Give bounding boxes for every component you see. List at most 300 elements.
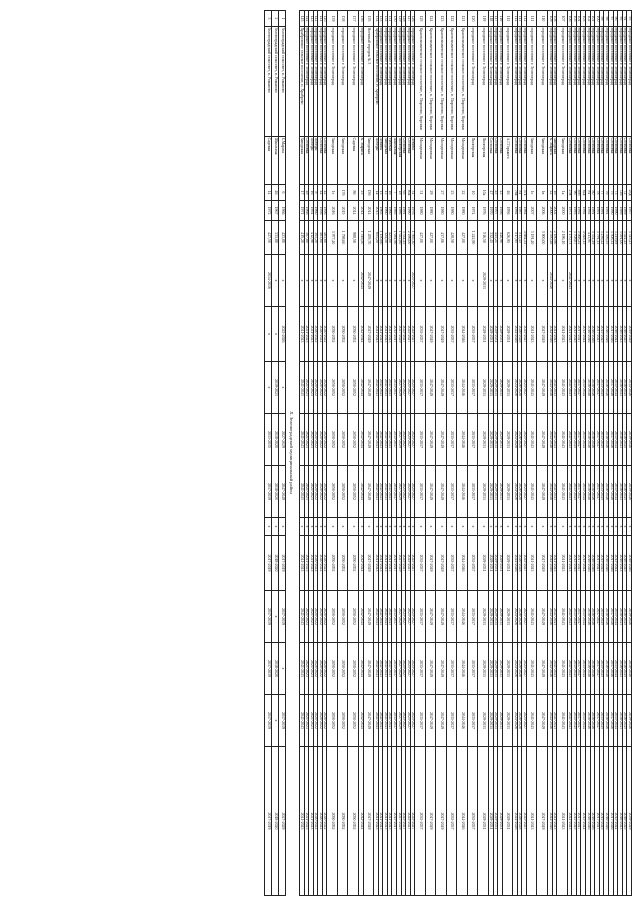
- table-cell: 2047-2049: [537, 466, 548, 518]
- table-cell: 1980: [457, 201, 468, 221]
- table-cell: 2041-2043: [299, 695, 304, 747]
- table-cell: 2016-2046: [604, 643, 609, 695]
- table-cell: 2025-2027: [410, 255, 415, 307]
- table-cell: 2016-2044: [613, 307, 618, 362]
- table-row: [374, 11, 379, 896]
- table-cell: х: [493, 518, 498, 536]
- table-cell: х: [613, 518, 618, 536]
- table-row: [576, 11, 581, 896]
- table-cell: 2025-2027: [401, 414, 406, 466]
- table-cell: 143: [309, 11, 314, 27]
- table-row: [436, 11, 447, 896]
- table-cell: 2041-2043: [527, 362, 538, 414]
- table-row: [493, 11, 498, 896]
- table-cell: 2041-2043: [378, 362, 383, 414]
- table-cell: 2020-2022: [318, 747, 323, 896]
- table-cell: 2020-2022: [322, 362, 327, 414]
- table-cell: х: [313, 255, 318, 307]
- table-cell: 2016-2046: [586, 643, 591, 695]
- table-row: [586, 11, 591, 896]
- table-cell: 2042-2044: [359, 536, 364, 591]
- table-cell: х: [548, 518, 553, 536]
- table-cell: х: [397, 518, 402, 536]
- table-cell: 2015-2044: [581, 747, 586, 896]
- table-cell: 10а: [478, 185, 489, 201]
- table-cell: х: [309, 255, 314, 307]
- table-cell: 1в: [537, 185, 548, 201]
- table-cell: 2015-2044: [613, 362, 618, 414]
- table-cell: 43: [498, 185, 503, 201]
- table-cell: 2025-2027: [522, 362, 527, 414]
- table-cell: х: [264, 362, 271, 414]
- table-cell: х: [576, 255, 581, 307]
- table-cell: 132: [383, 11, 388, 27]
- table-cell: 2018-2020: [271, 747, 278, 896]
- table-cell: 2017-2019: [264, 466, 271, 518]
- table-cell: 2042-2044: [359, 307, 364, 362]
- table-cell: 2041-2043: [299, 307, 304, 362]
- table-cell: 2014-2016: [264, 255, 271, 307]
- table-cell: х: [567, 518, 572, 536]
- table-cell: 2047-2049: [537, 536, 548, 591]
- table-cell: Сосновка: [609, 137, 614, 185]
- table-cell: 2029-2031: [493, 362, 498, 414]
- table-cell: 2041-2043: [378, 643, 383, 695]
- table-cell: Молодежная: [415, 137, 426, 185]
- table-cell: 77: [599, 185, 604, 201]
- table-cell: х: [586, 255, 591, 307]
- table-cell: х: [622, 518, 627, 536]
- table-cell: городское поселение г. Зеленоград: [581, 27, 586, 137]
- table-cell: Сосновка: [517, 137, 522, 185]
- table-cell: 2044-2046: [548, 255, 553, 307]
- table-cell: 1960: [313, 201, 318, 221]
- table-cell: 1 092,90: [392, 221, 397, 255]
- table-cell: городское поселение г. Зеленоград: [383, 27, 388, 137]
- table-cell: 2021-2023: [309, 747, 314, 896]
- table-cell: 73: [613, 185, 618, 201]
- table-cell: х: [446, 518, 457, 536]
- table-cell: х: [446, 255, 457, 307]
- table-cell: 124: [425, 11, 436, 27]
- table-cell: 2029-2031: [498, 747, 503, 896]
- table-cell: городское поселение г. Зеленоград: [478, 27, 489, 137]
- table-cell: 110: [537, 11, 548, 27]
- table-cell: городское поселение г. Зеленоград: [397, 27, 402, 137]
- table-cell: 3 024,45: [622, 221, 627, 255]
- table-row: [548, 11, 553, 896]
- table-cell: 2015-2044: [581, 591, 586, 643]
- table-cell: 2015-2044: [581, 466, 586, 518]
- table-cell: 1991: [599, 201, 604, 221]
- table-cell: 106: [567, 11, 572, 27]
- table-cell: 2015-2044: [581, 536, 586, 591]
- table-cell: 2015-2044: [613, 695, 618, 747]
- table-cell: 2042-2044: [359, 466, 364, 518]
- table-cell: 1972: [264, 201, 271, 221]
- table-cell: 75: [609, 185, 614, 201]
- table-cell: 463,60: [322, 221, 327, 255]
- table-cell: 114: [513, 11, 518, 27]
- table-cell: 2041-2043: [557, 643, 568, 695]
- table-cell: 1974: [467, 201, 478, 221]
- table-cell: 2047-2049: [425, 466, 436, 518]
- table-cell: 2017-2047: [576, 747, 581, 896]
- table-cell: 2042-2044: [359, 747, 364, 896]
- table-cell: 2044-2046: [548, 466, 553, 518]
- table-cell: 2041-2043: [383, 466, 388, 518]
- table-cell: 1991: [604, 201, 609, 221]
- table-cell: 2041-2043: [567, 466, 572, 518]
- table-cell: 134: [374, 11, 379, 27]
- table-cell: Рабочая: [387, 137, 392, 185]
- table-cell: 95: [618, 11, 623, 27]
- table-cell: х: [271, 307, 278, 362]
- table-cell: 1984: [522, 201, 527, 221]
- table-cell: 2020-2022: [313, 591, 318, 643]
- table-cell: 127: [406, 11, 411, 27]
- table-cell: 1а: [374, 185, 379, 201]
- table-cell: 2026-2028: [517, 536, 522, 591]
- table-cell: 2026-2028: [517, 643, 522, 695]
- table-cell: 2013: [374, 201, 379, 221]
- table-cell: 2016-2045: [622, 414, 627, 466]
- table-cell: городское поселение г. Зеленоград: [572, 27, 577, 137]
- table-cell: 2047-2049: [425, 591, 436, 643]
- table-cell: 2035-2037: [446, 747, 457, 896]
- table-cell: 2041-2043: [383, 643, 388, 695]
- table-cell: Сосновка: [622, 137, 627, 185]
- table-cell: 2015-2017: [392, 362, 397, 414]
- table-cell: 2014: [363, 201, 374, 221]
- table-cell: х: [517, 518, 522, 536]
- table-cell: 2050-2052: [327, 536, 338, 591]
- table-cell: 2047-2049: [425, 362, 436, 414]
- table-cell: 76: [604, 185, 609, 201]
- table-cell: 2035-2037: [446, 695, 457, 747]
- table-cell: 2025-2027: [406, 362, 411, 414]
- table-cell: 653,20: [374, 221, 379, 255]
- table-cell: 2041-2043: [374, 536, 379, 591]
- table-cell: 2047-2049: [436, 591, 447, 643]
- table-cell: 3 708,87: [572, 221, 577, 255]
- table-cell: 2021-2023: [304, 414, 309, 466]
- table-cell: 2044-2046: [457, 466, 468, 518]
- table-cell: 94: [622, 11, 627, 27]
- table-cell: 2016-2043: [618, 591, 623, 643]
- table-cell: 2016-2046: [590, 695, 595, 747]
- table-cell: х: [527, 518, 538, 536]
- table-cell: 2029-2031: [502, 362, 513, 414]
- table-cell: х: [322, 255, 327, 307]
- table-cell: х: [397, 255, 402, 307]
- table-cell: 2047-2049: [436, 695, 447, 747]
- table-cell: 2021-2023: [309, 591, 314, 643]
- table-cell: 2029-2031: [493, 536, 498, 591]
- table-cell: х: [415, 255, 426, 307]
- table-cell: 2020-2022: [313, 362, 318, 414]
- table-cell: 2029-2031: [498, 362, 503, 414]
- table-cell: 2027-2029: [397, 307, 402, 362]
- table-cell: 2025-2027: [401, 643, 406, 695]
- table-cell: 1 150,60: [378, 221, 383, 255]
- table-cell: Сосновка: [498, 137, 503, 185]
- table-cell: 2018-2020: [271, 643, 278, 695]
- table-cell: 2024-2026: [513, 591, 518, 643]
- table-cell: 2041-2043: [378, 695, 383, 747]
- table-row: [397, 11, 402, 896]
- table-cell: 626,95: [502, 221, 513, 255]
- table-cell: 2029-2031: [488, 362, 493, 414]
- table-cell: 2015-2045: [599, 414, 604, 466]
- table-cell: 1991: [401, 201, 406, 221]
- table-cell: 2025-2027: [401, 695, 406, 747]
- table-cell: 135: [363, 11, 374, 27]
- table-cell: 1976: [410, 201, 415, 221]
- table-cell: 2020-2022: [322, 414, 327, 466]
- table-cell: городское поселение г. Зеленоград: [313, 27, 318, 137]
- table-cell: 2021-2023: [309, 466, 314, 518]
- table-cell: 427,50: [264, 221, 271, 255]
- table-row: [478, 11, 489, 896]
- table-cell: 2041-2043: [383, 591, 388, 643]
- table-cell: 2018-2046: [627, 536, 632, 591]
- table-cell: х: [359, 518, 364, 536]
- district-table-body: [264, 11, 285, 896]
- table-cell: 2035-2037: [415, 747, 426, 896]
- table-row: [378, 11, 383, 896]
- table-cell: 2015-2044: [581, 307, 586, 362]
- table-cell: Краснознаменское сельское поселение, п. Пирогово, Корсики: [425, 27, 436, 137]
- table-cell: Сосновка: [401, 137, 406, 185]
- table-cell: 2041-2043: [383, 362, 388, 414]
- table-cell: х: [436, 255, 447, 307]
- table-cell: 2015-2017: [392, 695, 397, 747]
- table-cell: 2020-2022: [313, 466, 318, 518]
- table-cell: 2027-2029: [397, 643, 402, 695]
- table-cell: 2035-2037: [467, 466, 478, 518]
- table-cell: 2027-2029: [397, 414, 402, 466]
- table-cell: городское поселение г. Зеленоград: [613, 27, 618, 137]
- table-cell: 2016-2046: [586, 695, 591, 747]
- table-cell: 3 900,00: [537, 221, 548, 255]
- table-cell: 2050-2052: [348, 466, 359, 518]
- table-cell: 1 518,50: [359, 221, 364, 255]
- table-cell: 1986: [397, 201, 402, 221]
- table-cell: Военный городок № 3: [363, 27, 374, 137]
- table-cell: 1954: [309, 201, 314, 221]
- table-cell: 2035-2037: [446, 643, 457, 695]
- table-cell: 2035-2037: [415, 466, 426, 518]
- table-cell: 2015-2044: [613, 536, 618, 591]
- table-cell: 2035-2037: [467, 307, 478, 362]
- table-cell: 2017-2046: [609, 591, 614, 643]
- table-cell: 2029-2031: [478, 591, 489, 643]
- table-cell: 57а: [522, 185, 527, 201]
- table-row: [410, 11, 415, 896]
- table-cell: 3 191,40: [527, 221, 538, 255]
- table-cell: 2017-2019: [264, 695, 271, 747]
- table-cell: 2019-2021: [271, 362, 278, 414]
- table-cell: 2016-2046: [586, 466, 591, 518]
- table-cell: 2047-2049: [363, 466, 374, 518]
- table-cell: городское поселение г. Зеленоград: [318, 27, 323, 137]
- table-cell: х: [513, 518, 518, 536]
- table-cell: 2024-2026: [513, 362, 518, 414]
- table-cell: 2024-2026: [513, 414, 518, 466]
- table-row: [304, 11, 309, 896]
- table-cell: 144: [304, 11, 309, 27]
- table-cell: 2029-2031: [488, 536, 493, 591]
- table-cell: 2047-2049: [363, 643, 374, 695]
- table-cell: 2015-2045: [572, 414, 577, 466]
- table-cell: 2050-2052: [348, 643, 359, 695]
- table-cell: 2050-2052: [327, 414, 338, 466]
- table-cell: 2020-2022: [322, 747, 327, 896]
- table-cell: 2035-2037: [446, 362, 457, 414]
- table-cell: 413,91: [586, 221, 591, 255]
- table-cell: 2050-2052: [327, 747, 338, 896]
- table-cell: 2047-2049: [363, 695, 374, 747]
- table-cell: 2041-2043: [383, 536, 388, 591]
- table-cell: 2025-2027: [406, 591, 411, 643]
- table-cell: х: [488, 255, 493, 307]
- table-cell: 2041-2043: [299, 643, 304, 695]
- table-cell: 2035-2037: [467, 536, 478, 591]
- table-cell: 2047-2049: [436, 643, 447, 695]
- table-cell: городское поселение г. Зеленоград: [604, 27, 609, 137]
- table-cell: 2021-2023: [309, 536, 314, 591]
- table-cell: 119: [478, 11, 489, 27]
- table-row: [387, 11, 392, 896]
- table-row: [309, 11, 314, 896]
- table-cell: х: [327, 518, 338, 536]
- table-cell: 3 308,32: [609, 221, 614, 255]
- table-cell: 2027-2029: [278, 414, 285, 466]
- table-cell: 1б: [552, 185, 557, 201]
- capital-repair-table: [299, 10, 632, 896]
- table-cell: 97: [609, 11, 614, 27]
- table-cell: 2029-2031: [498, 466, 503, 518]
- table-cell: 2050-2052: [327, 695, 338, 747]
- table-cell: 2041-2043: [374, 591, 379, 643]
- table-cell: 2021-2023: [309, 414, 314, 466]
- table-cell: х: [406, 255, 411, 307]
- table-cell: 2021-2023: [309, 643, 314, 695]
- table-cell: 2016-2046: [604, 362, 609, 414]
- table-cell: 140: [322, 11, 327, 27]
- table-cell: 2035-2037: [467, 591, 478, 643]
- table-cell: Зеленоградский сельсовет, п. Романово: [264, 27, 271, 137]
- table-cell: 23: [359, 185, 364, 201]
- table-cell: 2026-2028: [517, 307, 522, 362]
- table-cell: 2041-2043: [383, 747, 388, 896]
- table-cell: Сосновка: [613, 137, 618, 185]
- table-cell: 332,45: [488, 221, 493, 255]
- table-cell: 2025-2027: [522, 591, 527, 643]
- table-cell: 105: [572, 11, 577, 27]
- table-cell: 443,21: [493, 221, 498, 255]
- table-row: [359, 11, 364, 896]
- table-cell: 2029-2031: [493, 747, 498, 896]
- table-cell: 2041-2043: [527, 695, 538, 747]
- table-cell: 2016-2045: [622, 307, 627, 362]
- table-cell: 8: [313, 185, 318, 201]
- table-cell: К. Маркса: [548, 137, 553, 185]
- table-cell: 2044-2046: [457, 643, 468, 695]
- table-cell: 2020-2022: [313, 536, 318, 591]
- table-cell: 1990: [613, 201, 618, 221]
- register-sheet: [264, 10, 632, 895]
- table-cell: 2041-2043: [557, 591, 568, 643]
- table-cell: 4 048,15: [581, 221, 586, 255]
- table-cell: Пионерская: [397, 137, 402, 185]
- table-cell: Сосновка: [581, 137, 586, 185]
- table-cell: 2016-2046: [586, 307, 591, 362]
- table-cell: 2015-2017: [392, 414, 397, 466]
- table-cell: 109: [548, 11, 553, 27]
- table-cell: 2017-2047: [576, 362, 581, 414]
- table-cell: х: [576, 518, 581, 536]
- table-cell: 2041-2043: [527, 591, 538, 643]
- table-cell: 2016-2043: [618, 466, 623, 518]
- table-cell: 1 798,60: [338, 221, 349, 255]
- table-cell: 2047-2049: [425, 307, 436, 362]
- table-cell: 2029-2031: [478, 643, 489, 695]
- table-cell: городское поселение г. Зеленоград: [586, 27, 591, 137]
- table-cell: 2029-2031: [498, 307, 503, 362]
- table-cell: 2041-2043: [557, 362, 568, 414]
- table-cell: 2035-2037: [467, 362, 478, 414]
- table-cell: 2041-2043: [567, 643, 572, 695]
- table-cell: 2020-2022: [318, 307, 323, 362]
- table-cell: 2024-2026: [513, 536, 518, 591]
- table-cell: 6: [278, 185, 285, 201]
- table-cell: х: [363, 518, 374, 536]
- table-cell: 2026-2028: [517, 591, 522, 643]
- table-cell: 96: [572, 185, 577, 201]
- table-cell: 2039-2046: [627, 414, 632, 466]
- table-cell: Б.Марата: [278, 137, 285, 185]
- table-cell: городское поселение г. Зеленоград: [537, 27, 548, 137]
- table-cell: х: [552, 255, 557, 307]
- table-cell: 2002: [552, 201, 557, 221]
- table-cell: 2024-2026: [513, 747, 518, 896]
- table-cell: 7: [392, 185, 397, 201]
- table-cell: 2050-2052: [338, 747, 349, 896]
- table-cell: 2017-2046: [609, 747, 614, 896]
- table-cell: 2047-2049: [363, 591, 374, 643]
- table-cell: городское поселение г. Зеленоград: [552, 27, 557, 137]
- table-cell: 29: [425, 185, 436, 201]
- table-row: [557, 11, 568, 896]
- table-cell: 45: [493, 185, 498, 201]
- table-cell: 2017-2047: [576, 643, 581, 695]
- table-cell: х: [299, 255, 304, 307]
- table-cell: 2047-2049: [436, 414, 447, 466]
- table-cell: х: [383, 255, 388, 307]
- table-cell: 2029-2031: [478, 307, 489, 362]
- table-cell: 23: [446, 185, 457, 201]
- table-cell: 2035-2037: [446, 466, 457, 518]
- table-cell: Молодежная: [457, 137, 468, 185]
- table-cell: Сосновка: [406, 137, 411, 185]
- table-cell: 2041-2043: [378, 414, 383, 466]
- table-cell: 2042-2044: [359, 362, 364, 414]
- table-cell: 121: [457, 11, 468, 27]
- table-cell: 2015-2045: [572, 466, 577, 518]
- table-cell: Молодежная: [436, 137, 447, 185]
